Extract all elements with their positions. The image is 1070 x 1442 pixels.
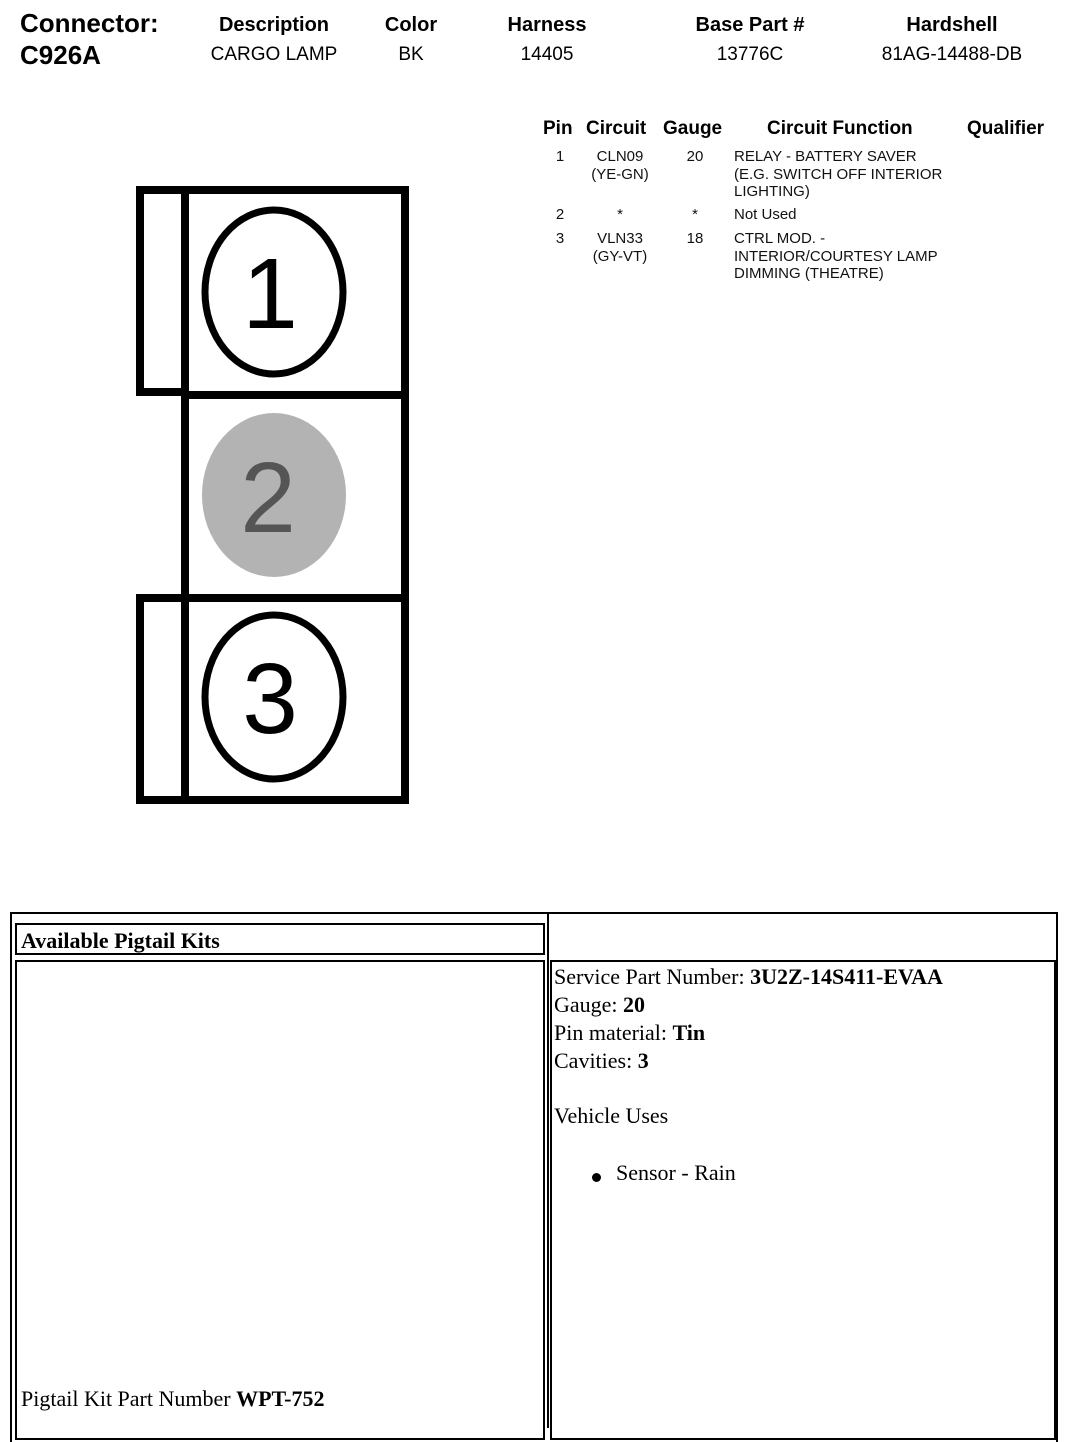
- header-heading: Color: [384, 14, 438, 36]
- pin-number: 2: [555, 206, 565, 223]
- circuit-color: (GY-VT): [592, 247, 648, 265]
- service-part-value: 3U2Z-14S411-EVAA: [750, 964, 943, 989]
- gauge-cell: *: [692, 206, 698, 223]
- gauge-cell: 18: [686, 230, 704, 247]
- bullet-icon: [592, 1173, 601, 1182]
- header-col-hardshell: [862, 14, 1042, 66]
- vehicle-uses-label: Vehicle Uses: [554, 1103, 669, 1128]
- cavities-label: Cavities:: [554, 1048, 633, 1073]
- cavities-value: 3: [637, 1048, 649, 1073]
- circuit-cell: [574, 148, 666, 183]
- vehicle-use-item: Sensor - Rain: [616, 1160, 736, 1185]
- kit-number: WPT-752: [236, 1386, 325, 1411]
- header-col-harness: [487, 14, 607, 66]
- cavities-line: [554, 1048, 649, 1074]
- function-line: CTRL MOD. -: [734, 230, 826, 247]
- header-heading: Harness: [507, 14, 587, 36]
- gauge-label: Gauge:: [554, 992, 618, 1017]
- circuit-id: *: [617, 206, 623, 223]
- service-part-label: Service Part Number:: [554, 964, 745, 989]
- function-line: RELAY - BATTERY SAVER: [734, 148, 917, 165]
- circuit-cell: [574, 206, 666, 224]
- header-col-base-part: [680, 14, 820, 66]
- header-heading: Hardshell: [906, 14, 998, 36]
- circuit-header: Circuit: [586, 118, 647, 139]
- cavity-3-number: 3: [242, 643, 298, 755]
- circuit-function-cell: [734, 206, 964, 224]
- circuit-color: (YE-GN): [591, 165, 649, 183]
- cavity-2-number: 2: [240, 442, 296, 554]
- connector-label: Connector:: [20, 8, 159, 38]
- pigtail-kit-part-number: [21, 1386, 325, 1412]
- header-col-color: [361, 14, 461, 66]
- header-value: 81AG-14488-DB: [881, 44, 1023, 65]
- function-line: (E.G. SWITCH OFF INTERIOR: [734, 165, 943, 183]
- pigtail-image-panel: [15, 960, 545, 1440]
- locking-tab-bottom: [140, 598, 185, 800]
- header-value: BK: [398, 44, 424, 65]
- gauge-value: 20: [623, 992, 646, 1017]
- header-value: 13776C: [716, 44, 784, 65]
- pin-number: 3: [555, 230, 565, 247]
- connector-id: C926A: [20, 40, 101, 70]
- function-line: LIGHTING): [734, 183, 810, 200]
- pigtail-title-box: [15, 923, 545, 955]
- header-col-description: [194, 14, 354, 66]
- pin-material-label: Pin material:: [554, 1020, 668, 1045]
- function-line: INTERIOR/COURTESY LAMP: [734, 247, 938, 265]
- pigtail-details-panel: [550, 960, 1056, 1440]
- gauge-header: Gauge: [663, 118, 723, 139]
- gauge-line: [554, 992, 645, 1018]
- gauge-cell: 20: [686, 148, 704, 165]
- pin-number: 1: [555, 148, 565, 165]
- function-line: DIMMING (THEATRE): [734, 265, 884, 282]
- service-part-line: [554, 964, 943, 990]
- pin-material-value: Tin: [672, 1020, 706, 1045]
- header-value: CARGO LAMP: [210, 44, 338, 65]
- circuit-function-cell: [734, 230, 964, 283]
- connector-header: [0, 0, 1070, 80]
- pigtail-title: Available Pigtail Kits: [21, 928, 220, 953]
- circuit-cell: [574, 230, 666, 265]
- pin-header: Pin: [543, 118, 573, 139]
- circuit-function-header: Circuit Function: [767, 118, 913, 139]
- header-heading: Base Part #: [695, 14, 805, 36]
- header-value: 14405: [520, 44, 574, 65]
- pigtail-divider: [547, 914, 549, 1428]
- header-heading: Description: [218, 14, 330, 36]
- connector-face-diagram: [130, 180, 420, 810]
- circuit-function-cell: [734, 148, 964, 201]
- circuit-id: CLN09: [596, 148, 644, 165]
- locking-tab-top: [140, 190, 185, 392]
- kit-label: Pigtail Kit Part Number: [21, 1386, 231, 1411]
- function-line: Not Used: [734, 206, 797, 223]
- pin-material-line: [554, 1020, 705, 1046]
- circuit-id: VLN33: [597, 230, 643, 247]
- cavity-1-number: 1: [242, 238, 298, 350]
- qualifier-header: Qualifier: [967, 118, 1045, 139]
